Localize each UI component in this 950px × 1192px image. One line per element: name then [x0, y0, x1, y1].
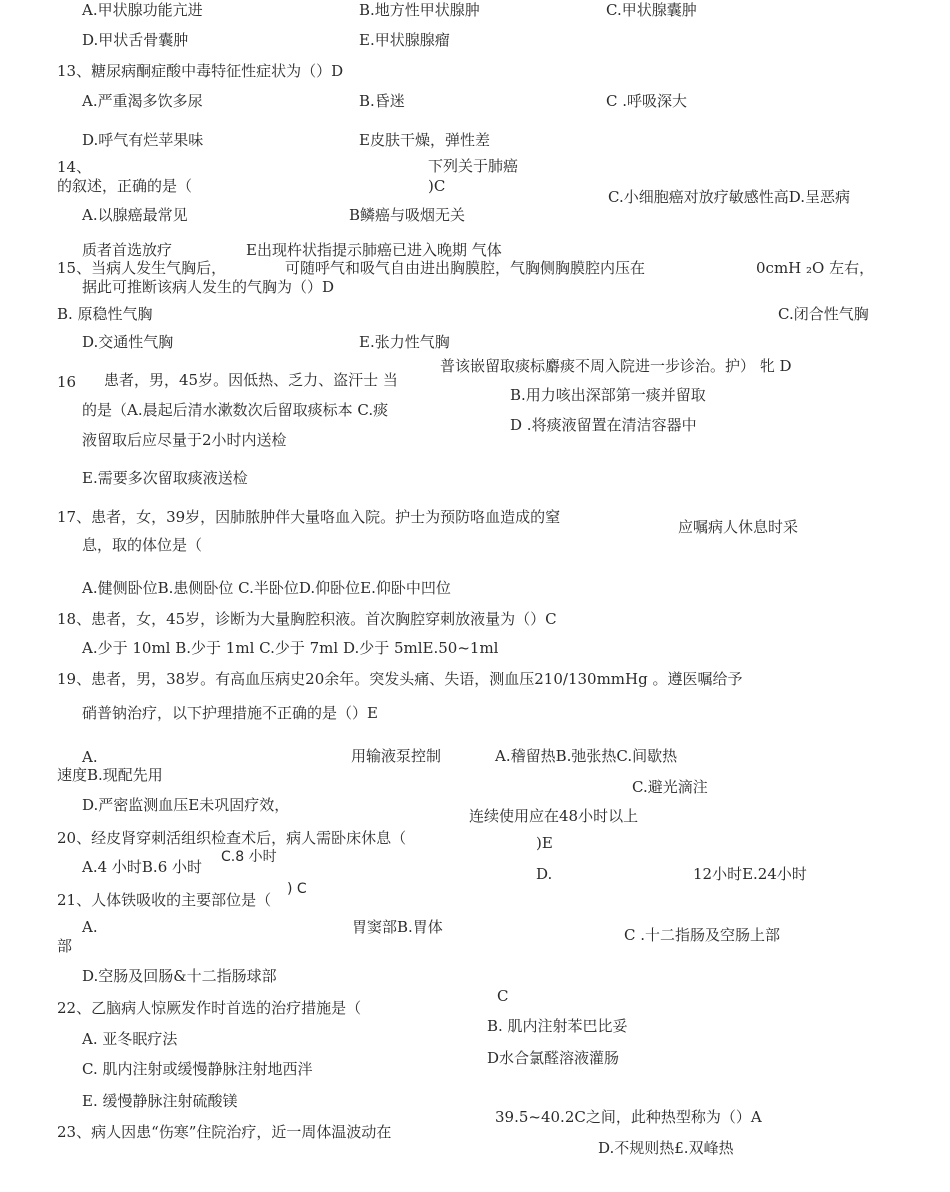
q15-option-b: B. 原稳性气胸: [57, 305, 153, 323]
q14-option-b: B鳞癌与吸烟无关: [349, 206, 466, 224]
q20-stem: 20、经皮肾穿刺活组织检查术后，病人需卧床休息（: [57, 829, 407, 847]
q18-stem: 18、患者，女，45岁，诊断为大量胸腔积液。首次胸腔穿刺放液量为（）C: [57, 610, 557, 628]
q16-option-d: D .将痰液留置在清洁容器中: [510, 416, 697, 434]
q15-stem-3: 0cmH ₂O 左右，: [756, 259, 875, 277]
q12-option-d: D.甲状舌骨囊肿: [82, 31, 189, 49]
q21-option-d: D.空肠及回肠&十二指肠球部: [82, 967, 277, 985]
q22-answer: C: [497, 987, 509, 1005]
q14-number: 14、: [57, 158, 92, 176]
q21-option-c: C .十二指肠及空肠上部: [624, 926, 781, 944]
q20-option-a-b: A.4 小时B.6 小时: [82, 858, 203, 876]
q18-options: A.少于 10ml B.少于 1ml C.少于 7ml D.少于 5mlE.50~1ml: [82, 639, 499, 657]
q15-option-e: E.张力性气胸: [359, 333, 450, 351]
q17-right: 应嘱病人休息时采: [678, 518, 799, 536]
q14-option-c-d: C.小细胞癌对放疗敏感性高D.呈恶病: [608, 188, 850, 206]
q22-option-a: A. 亚冬眠疗法: [82, 1030, 178, 1048]
q16-right-line: 普该嵌留取痰标麝痰不周入院进一步诊治。护） 牝 D: [440, 357, 792, 375]
q19-stem-2: 硝普钠治疗，以下护理措施不正确的是（）E: [82, 704, 378, 722]
q19-left-cont: 速度B.现配先用: [57, 766, 163, 784]
q23-stem: 23、病人因患“伤寒”住院治疗，近一周体温波动在: [57, 1123, 392, 1141]
q12-option-a: A.甲状腺功能亢进: [82, 1, 203, 19]
q23-right: 39.5~40.2C之间，此种热型称为（）A: [495, 1108, 762, 1126]
q22-option-b: B. 肌内注射苯巴比妥: [487, 1017, 628, 1035]
q14-option-d-cont: 质者首选放疗: [82, 241, 173, 259]
q19-right-cont: 连续使用应在48小时以上: [469, 807, 639, 825]
q15-option-d: D.交通性气胸: [82, 333, 174, 351]
q22-option-c: C. 肌内注射或缓慢静脉注射地西泮: [82, 1060, 313, 1078]
q15-stem-4: 据此可推断该病人发生的气胸为（）D: [82, 278, 335, 296]
q21-stem: 21、人体铁吸收的主要部位是（: [57, 891, 272, 909]
q20-option-d: D.: [536, 865, 553, 883]
q16-number: 16: [57, 373, 77, 391]
q13-option-c: C .呼吸深大: [606, 92, 688, 110]
q13-stem: 13、糖尿病酮症酸中毒特征性症状为（）D: [57, 62, 344, 80]
q15-stem-1: 15、当病人发生气胸后，: [57, 259, 227, 277]
q19-option-a: A.: [82, 748, 98, 766]
q20-answer: )E: [536, 834, 553, 852]
q14-answer: )C: [428, 177, 446, 195]
q19-option-d-e: D.严密监测血压E未巩固疗效，: [82, 796, 290, 814]
q17-stem-2: 息，取的体位是（: [82, 536, 203, 554]
q17-stem: 17、患者，女，39岁，因肺脓肿伴大量咯血入院。护士为预防咯血造成的窒: [57, 508, 561, 526]
q12-option-b: B.地方性甲状腺肿: [359, 1, 480, 19]
q19-option-c: C.避光滴注: [632, 778, 708, 796]
q13-option-a: A.严重渴多饮多尿: [82, 92, 203, 110]
q12-option-e: E.甲状腺腺瘤: [359, 31, 450, 49]
q23-options-abc: A.稽留热B.弛张热C.间歇热: [495, 747, 678, 765]
q15-option-c: C.闭合性气胸: [778, 305, 869, 323]
q22-option-e: E. 缓慢静脉注射硫酸镁: [82, 1092, 238, 1110]
q16-line-2: 的是（A.晨起后清水漱数次后留取痰标本 C.痰: [82, 401, 389, 419]
q20-option-c: C.8 小时: [221, 849, 277, 865]
q17-options: A.健侧卧位B.患侧卧位 C.半卧位D.仰卧位E.仰卧中凹位: [82, 579, 451, 597]
q22-stem: 22、乙脑病人惊厥发作时首选的治疗措施是（: [57, 999, 362, 1017]
q16-stem: 患者，男，45岁。因低热、乏力、盗汗士 当: [104, 371, 398, 389]
q13-option-e: E皮肤干燥，弹性差: [359, 131, 490, 149]
q13-option-d: D.呼气有烂苹果味: [82, 131, 204, 149]
q12-option-c: C.甲状腺囊肿: [606, 1, 697, 19]
q15-stem-2: 可随呼气和吸气自由进出胸膜腔，气胸侧胸膜腔内压在: [285, 259, 646, 277]
q16-line-3: 液留取后应尽量于2小时内送检: [82, 431, 287, 449]
q16-option-b: B.用力咳出深部第一痰并留取: [510, 386, 706, 404]
q21-option-a-b: 胃窦部B.胃体: [352, 918, 443, 936]
q14-stem-mid: 下列关于肺癌: [428, 157, 519, 175]
q21-left-cont: 部: [57, 937, 73, 955]
q16-option-e: E.需要多次留取痰液送检: [82, 469, 248, 487]
q13-option-b: B.昏迷: [359, 92, 405, 110]
q14-stem-left: 的叙述，正确的是（: [57, 177, 193, 195]
q20-option-rest: 12小时E.24小时: [693, 865, 807, 883]
q19-stem: 19、患者，男，38岁。有高血压病史20余年。突发头痛、失语，测血压210/130mmHg 。遵医嘱给予: [57, 670, 743, 688]
q14-option-a: A.以腺癌最常见: [82, 206, 188, 224]
q14-option-e: E出现杵状指提示肺癌已进入晚期 气体: [246, 241, 502, 259]
q21-answer: ) C: [287, 881, 307, 897]
q19-option-a-text: 用输液泵控制: [351, 747, 442, 765]
q21-option-a: A.: [82, 918, 98, 936]
q23-option-d-e: D.不规则热£.双峰热: [598, 1139, 734, 1157]
q22-option-d: D水合氯醛溶液灌肠: [487, 1049, 620, 1067]
